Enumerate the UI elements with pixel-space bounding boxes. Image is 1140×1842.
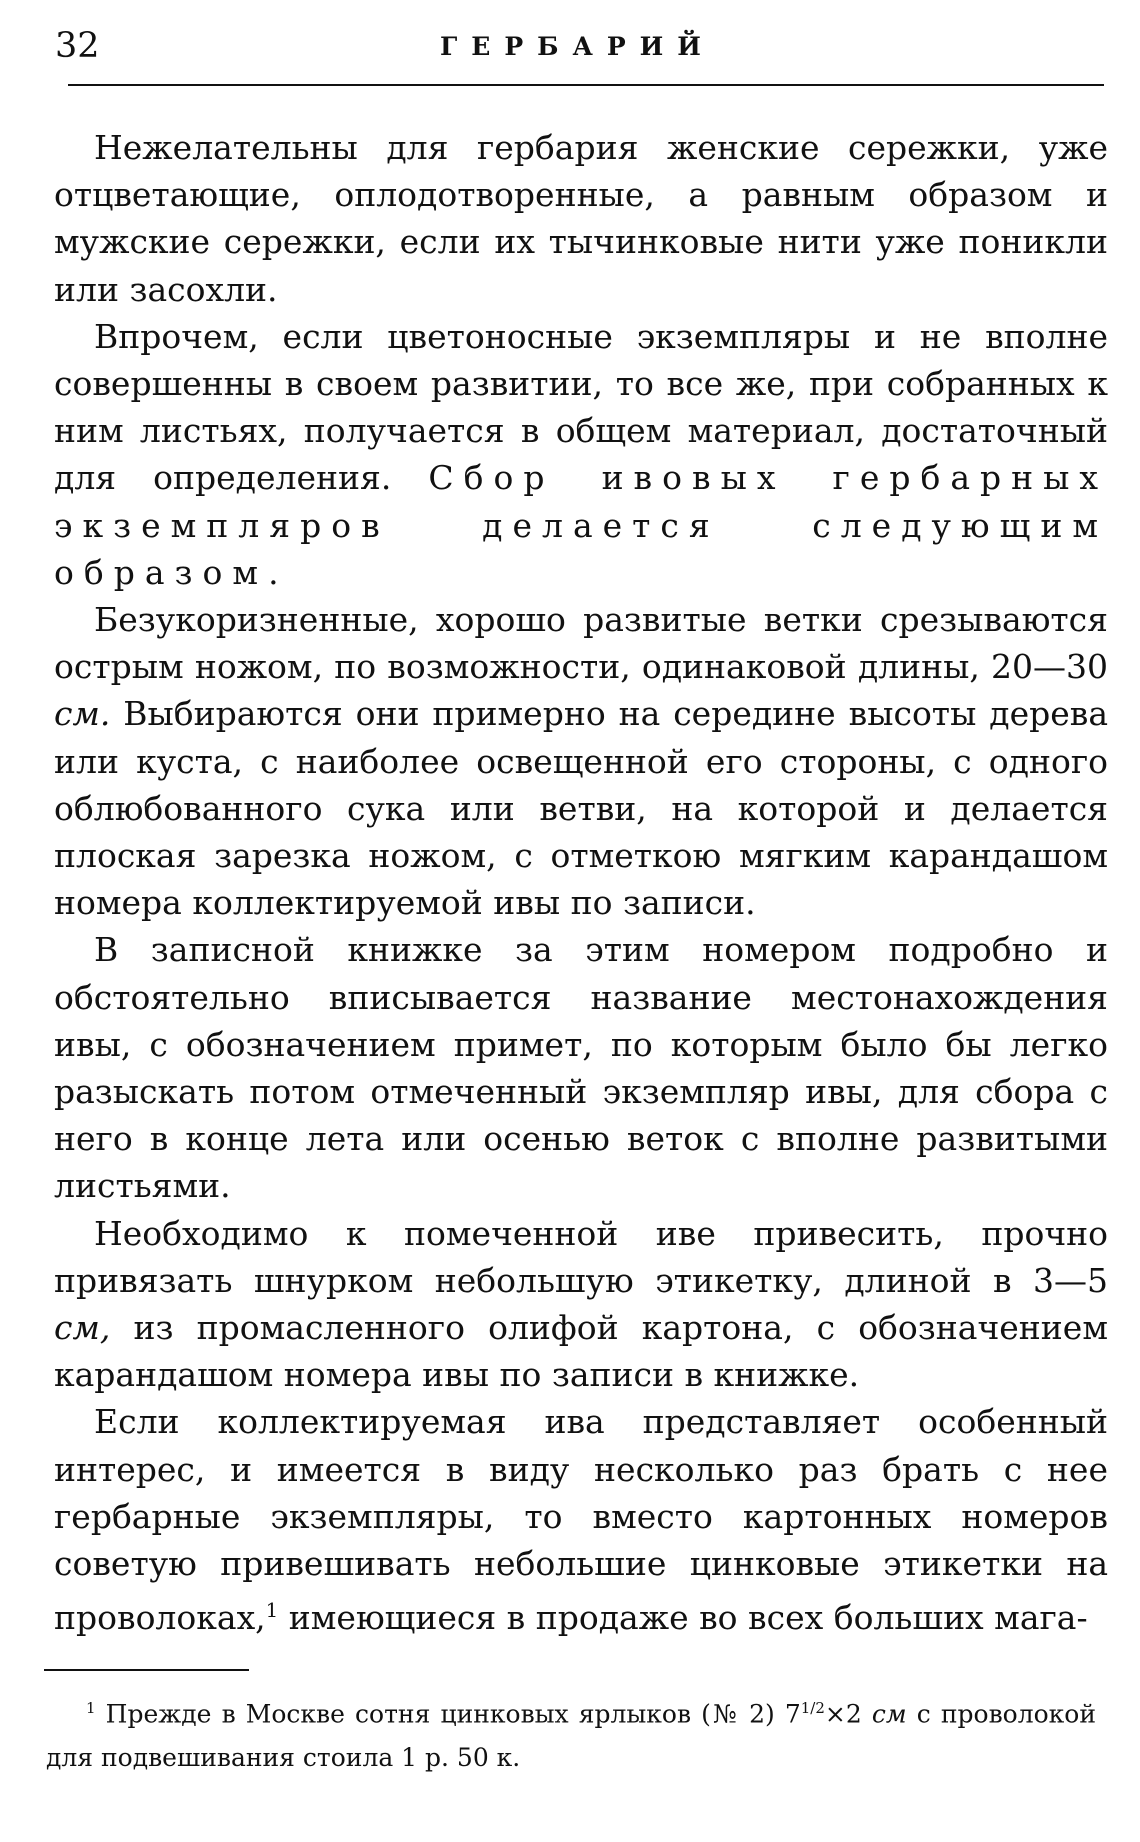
paragraph-5	[54, 1210, 1108, 1399]
footnote-reference[interactable]: 1	[265, 1599, 279, 1623]
body-text	[54, 124, 1108, 1642]
paragraph-4: В записной книжке за этим номером подробно и обстоятельно вписывается название местонахождения ивы, с обозначением примет, по которым было бы легко разыскать потом отмеченный экземпляр ивы, для сбора с него в конце лета или осенью веток с вполне развитыми листьями.	[54, 930, 1108, 1206]
paragraph-6	[54, 1398, 1108, 1641]
paragraph-3-text-a: Безукоризненные, хорошо развитые ветки срезываются острым ножом, по возможности, одинаковой длины, 20—30	[54, 600, 1108, 687]
page-number: 32	[55, 26, 100, 66]
paragraph-5-text-b: из промасленного олифой картона, с обозначением карандашом номера ивы по записи в книжке.	[54, 1308, 1108, 1395]
footnote-text-a: Прежде в Москве сотня цинковых ярлыков (№ 2) 7	[95, 1699, 801, 1729]
paragraph-3-unit: см.	[54, 694, 111, 734]
paragraph-2-spaced-text: Сбор ивовых гербарных экземпляров делается следующим образом.	[54, 458, 1109, 592]
running-title: ГЕРБАРИЙ	[440, 32, 715, 61]
footnote	[46, 1686, 1096, 1780]
footnote-rule	[44, 1669, 249, 1671]
paragraph-3-text-b: Выбираются они примерно на середине высоты дерева или куста, с наиболее освещенной его стороны, с одного облюбованного сука или ветви, на которой и делается плоская зарезка ножом, с отметкою мягким карандашом номера коллектируемой ивы по записи.	[54, 694, 1108, 923]
paragraph-6-text-b: имеющиеся в продаже во всех больших мага-	[278, 1598, 1088, 1638]
footnote-unit: см	[871, 1699, 907, 1729]
footnote-times-sign: ×	[824, 1699, 846, 1729]
footnote-text-b: 2	[845, 1699, 872, 1729]
paragraph-2-text: Впрочем, если цветоносные экземпляры и не вполне совершенны в своем развитии, то все же, при собранных к ним листьях, получается в общем материал, достаточный для определения.	[54, 316, 1108, 498]
paragraph-5-unit: см,	[54, 1308, 111, 1348]
paragraph-3	[54, 596, 1108, 926]
footnote-text-c: с проволокой для подвешивания стоила 1 р. 50 к.	[46, 1699, 1096, 1773]
header-rule	[68, 84, 1104, 86]
page-header	[55, 26, 1105, 76]
footnote-fraction: 1/2	[800, 1699, 825, 1717]
paragraph-5-text-a: Необходимо к помеченной иве привесить, прочно привязать шнурком небольшую этикетку, длиной в 3—5	[54, 1213, 1108, 1300]
paragraph-2	[54, 313, 1108, 596]
paragraph-1: Нежелательны для гербария женские сережки, уже отцветающие, оплодотворенные, а равным образом и мужские сережки, если их тычинковые нити уже поникли или засохли.	[54, 128, 1108, 309]
footnote-mark: 1	[86, 1699, 96, 1717]
paragraph-6-text-a: Если коллектируемая ива представляет особенный интерес, и имеется в виду несколько раз брать с нее гербарные экземпляры, то вместо картонных номеров советую привешивать небольшие цинковые этикетки на проволоках,	[54, 1402, 1108, 1638]
